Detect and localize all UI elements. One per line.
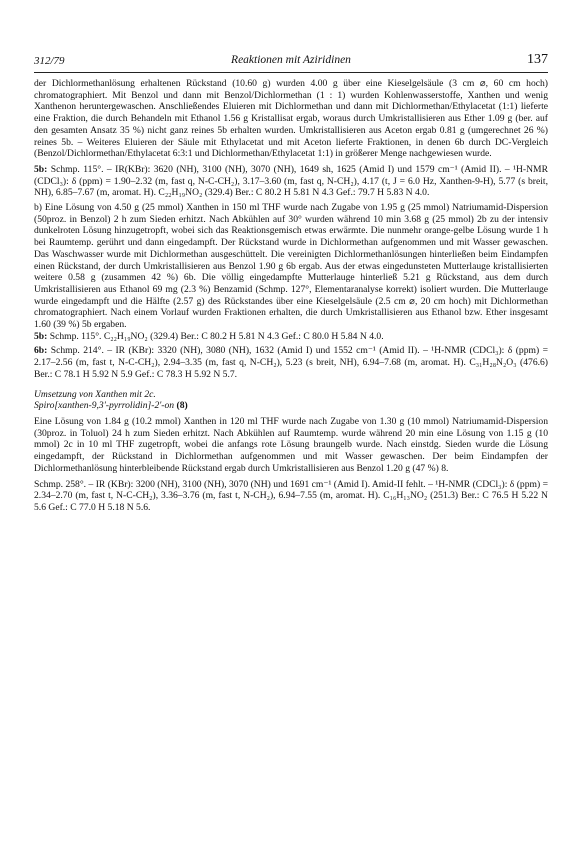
page-number: 137	[527, 52, 548, 67]
section-heading: Umsetzung von Xanthen mit 2c.	[34, 388, 156, 400]
paragraph-method-b: b) Eine Lösung von 4.50 g (25 mmol) Xanthen in 150 ml THF wurde nach Zugabe von 1.95 g (25 mmol) Natriumamid-Dispersion (50proz. in Benzol) 2 h zum Sieden erhitzt. Nach Abkühlen auf 30° wurden während 10 min 3.68 g (25 mmol) 2b zu der intensiv dunkelroten Lösung hinzugetropft, wobei sich das Reaktionsgemisch etwas erwärmte. Die nunmehr orange-gelbe Lösung wurde 1 h bei Raumtemp. gerührt und dann eingedampft. Der Rückstand wurde in Dichlormethan aufgenommen und mit Wasser gewaschen. Das Waschwasser wurde mit Dichlormethan ausgeschüttelt. Die vereinigten Dichlormethanlösungen hinterließen beim Eindampfen einen Rückstand, der durch Umkristallisieren aus Benzol 1.90 g 6b ergab. Aus der etwas eingedunsteten Mutterlauge kristallisierten weitere 0.58 g (zusammen 42 %) 6b. Die völlig eingedampfte Mutterlauge hinterließ 5.21 g Rückstand, aus dem durch Umkristallisieren aus Ethanol 69 mg (2.3 %) Benzamid (Schmp. 127°, Elementaranalyse korrekt) isoliert wurden. Die Mutterlauge wurde eingedampft und die Hälfte (2.57 g) des Rückstandes über eine Kieselgelsäule (2.5 cm ⌀, 20 cm hoch) mit Dichlormethan chromatographiert. Nach einem Vorlauf wurden Fraktionen erhalten, die durch Umkristallisieren aus Ethanol bzw. Ether insgesamt 1.60 (39 %) 5b ergaben.	[34, 202, 548, 331]
compound-name: Spiro[xanthen-9,3'-pyrrolidin]-2'-on	[34, 400, 175, 412]
compound-heading	[34, 400, 548, 412]
article-body	[34, 78, 548, 514]
running-header	[34, 52, 548, 73]
compound-label: 5b:	[34, 330, 48, 342]
paragraph-procedure-8: Eine Lösung von 1.84 g (10.2 mmol) Xanthen in 120 ml THF wurde nach Zugabe von 1.30 g (10 mmol) Natriumamid-Dispersion (30proz. in Toluol) 24 h zum Sieden erhitzt. Nach Abkühlen auf Raumtemp. wurde während 20 min eine Lösung von 1.15 g (10 mmol) 2c in 10 ml THF zugetropft, wobei die anfangs rote Lösung braungelb wurde. Nach einstdg. Sieden wurde die Lösung eingedampft, der Rückstand in Dichlormethan aufgenommen und mit Wasser gewaschen. Der beim Eindampfen der Dichlormethanlösung hinterbleibende Rückstand ergab durch Umkristallisieren aus Benzol 1.20 g (47 %) 8.	[34, 415, 548, 474]
compound-5b-spectra: Schmp. 115°. – IR(KBr): 3620 (NH), 3100 (NH), 3070 (NH), 1649 sh, 1625 (Amid I) und 1579 cm⁻¹ (Amid II). – ¹H-NMR (CDCl₃): δ (ppm) = 1.90–2.32 (m, fast q, N-C-CH₂), 3.17–3.60 (m, fast q, N-CH₂), 4.17 (t, J = 6.0 Hz, Xanthen-9-H), 5.77 (s breit, NH), 6.85–7.67 (m, aromat. H). C₂₂H₁₉NO₂ (329.4) Ber.: C 80.2 H 5.81 N 4.3 Gef.: 79.7 H 5.83 N 4.0.	[34, 163, 548, 199]
compound-5b-data-2	[34, 331, 548, 343]
compound-5b-analysis: Schmp. 115°. C₂₂H₁₉NO₂ (329.4) Ber.: C 80.2 H 5.81 N 4.3 Gef.: C 80.0 H 5.84 N 4.0.	[49, 330, 384, 342]
paragraph-chromatography: der Dichlormethanlösung erhaltenen Rückstand (10.60 g) wurden 4.00 g über eine Kieselgelsäule (3 cm ⌀, 60 cm hoch) chromatographiert. Mit Benzol und dann mit Benzol/Dichlormethan (1 : 1) wurden Kohlenwasserstoffe, Xanthen und wenig Xanthenon heruntergewaschen. Anschließendes Eluieren mit Dichlormethan und dann mit Dichlormethan/Ethylacetat (1:1) lieferte eine Fraktion, die durch Behandeln mit Ethanol 1.56 g Kristallisat ergab, woraus durch Umkristallisieren aus Ether 1.09 g (ber. auf den gesamten Ansatz 35 %) nicht ganz reines 5b erhalten wurden. Umkristallisieren aus Aceton ergab 0.81 g (umgerechnet 26 %) reines 5b. – Weiteres Eluieren der Säule mit Ethylacetat und mit Aceton lieferte Fraktionen, in denen 6b durch DC-Vergleich (Benzol/Dichlormethan/Ethylacetat 6:3:1 und Dichlormethan/Ethylacetat 1:1) in größerer Menge nachgewiesen wurde.	[34, 78, 548, 160]
journal-issue: 312/79	[34, 55, 65, 67]
compound-label: 6b:	[34, 345, 48, 357]
running-title: Reaktionen mit Aziridinen	[231, 54, 351, 66]
compound-label: 5b:	[34, 163, 48, 175]
compound-5b-data	[34, 164, 548, 199]
compound-8-data: Schmp. 258°. – IR (KBr): 3200 (NH), 3100 (NH), 3070 (NH) und 1691 cm⁻¹ (Amid I). Amid-II fehlt. – ¹H-NMR (CDCl₃): δ (ppm) = 2.34–2.70 (m, fast t, N-C-CH₂), 3.36–3.76 (m, fast t, N-CH₂), 6.94–7.55 (m, aromat. H). C₁₆H₁₃NO₂ (251.3) Ber.: C 76.5 H 5.22 N 5.6 Gef.: C 77.0 H 5.18 N 5.6.	[34, 478, 548, 513]
compound-number: (8)	[176, 400, 188, 412]
compound-6b-spectra: Schmp. 214°. – IR (KBr): 3320 (NH), 3080 (NH), 1632 (Amid I) und 1552 cm⁻¹ (Amid II). – ¹H-NMR (CDCl₃): δ (ppm) = 2.17–2.56 (m, fast t, N-C-CH₂), 2.94–3.35 (m, fast q, N-CH₂), 5.23 (s breit, NH), 6.94–7.68 (m, aromat. H). C₃₁H₂₈N₂O₃ (476.6) Ber.: C 78.1 H 5.92 N 5.9 Gef.: C 78.3 H 5.92 N 5.7.	[34, 345, 548, 380]
compound-6b-data	[34, 345, 548, 380]
